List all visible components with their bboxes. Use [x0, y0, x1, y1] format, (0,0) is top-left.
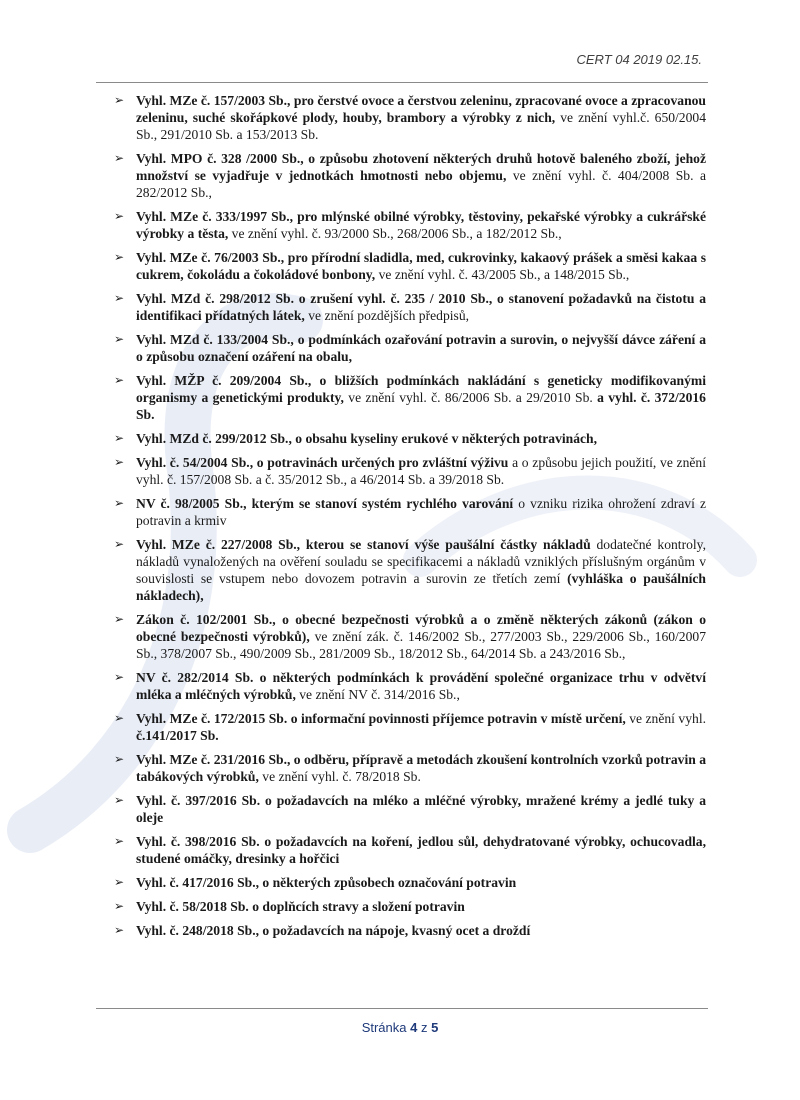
- arrow-bullet-icon: ➢: [114, 151, 125, 165]
- item-title: NV č. 282/2014 Sb. o některých podmínkách k provádění společné organizace trhu v odvětví mléka a mléčných výrobků,: [136, 670, 706, 702]
- arrow-bullet-icon: ➢: [114, 923, 125, 937]
- item-amendments: ve znění vyhl. č. 93/2000 Sb., 268/2006 Sb., a 182/2012 Sb.,: [228, 226, 562, 241]
- item-amendments: ve znění pozdějších předpisů,: [304, 308, 470, 323]
- list-item: [100, 495, 706, 529]
- item-amendments: ve znění vyhl. č. 43/2005 Sb., a 148/2015 Sb.,: [375, 267, 630, 282]
- legislation-list: [100, 92, 706, 946]
- list-item: [100, 208, 706, 242]
- arrow-bullet-icon: ➢: [114, 93, 125, 107]
- item-amendments: ve znění NV č. 314/2016 Sb.,: [295, 687, 460, 702]
- arrow-bullet-icon: ➢: [114, 431, 125, 445]
- arrow-bullet-icon: ➢: [114, 793, 125, 807]
- list-item: [100, 874, 706, 891]
- item-amendments: ve znění zák. č. 146/2002 Sb., 277/2003 Sb., 229/2006 Sb., 160/2007 Sb., 378/2007 Sb., 490/2009 Sb., 281/2009 Sb., 18/2012 Sb., 64/2014 Sb. a 243/2016 Sb.,: [136, 629, 706, 661]
- item-amendments: ve znění vyhl.: [625, 711, 707, 726]
- list-item: [100, 150, 706, 201]
- item-amendments: ve znění vyhl.č. 650/2004 Sb., 291/2010 Sb. a 153/2013 Sb.: [136, 110, 706, 142]
- arrow-bullet-icon: ➢: [114, 455, 125, 469]
- document-code: CERT 04 2019 02.15.: [576, 52, 702, 67]
- list-item: [100, 669, 706, 703]
- arrow-bullet-icon: ➢: [114, 291, 125, 305]
- item-title: Vyhl. MZe č. 172/2015 Sb. o informační povinnosti příjemce potravin v místě určení,: [136, 711, 626, 726]
- header-divider: [96, 82, 708, 83]
- arrow-bullet-icon: ➢: [114, 373, 125, 387]
- item-title: Vyhl. č. 54/2004 Sb., o potravinách určených pro zvláštní výživu: [136, 455, 509, 470]
- item-amendments: o vzniku rizika ohrožení zdraví z potravin a krmiv: [136, 496, 706, 528]
- item-title: Vyhl. MZd č. 298/2012 Sb. o zrušení vyhl. č. 235 / 2010 Sb., o stanovení požadavků na čistotu a identifikaci přídatných látek,: [136, 291, 706, 323]
- arrow-bullet-icon: ➢: [114, 711, 125, 725]
- list-item: [100, 833, 706, 867]
- item-title: Vyhl. MZe č. 227/2008 Sb., kterou se stanoví výše paušální částky nákladů: [136, 537, 591, 552]
- list-item: [100, 430, 706, 447]
- item-title: Vyhl. MPO č. 328 /2000 Sb., o způsobu zhotovení některých druhů hotově baleného zboží, jehož množství se vyjadřuje v jednotkách hmotnosti nebo objemu,: [136, 151, 706, 183]
- arrow-bullet-icon: ➢: [114, 612, 125, 626]
- page-current: 4: [410, 1020, 418, 1035]
- arrow-bullet-icon: ➢: [114, 834, 125, 848]
- page-total: 5: [431, 1020, 439, 1035]
- page-prefix: Stránka: [361, 1020, 411, 1035]
- list-item: [100, 710, 706, 744]
- item-title: Vyhl. MŽP č. 209/2004 Sb., o bližších podmínkách nakládání s geneticky modifikovanými organismy a genetickými produkty,: [136, 373, 706, 405]
- arrow-bullet-icon: ➢: [114, 496, 125, 510]
- item-amendments: ve znění vyhl. č. 86/2006 Sb. a 29/2010 Sb.: [343, 390, 593, 405]
- list-item: [100, 611, 706, 662]
- item-title: Vyhl. MZe č. 157/2003 Sb., pro čerstvé ovoce a čerstvou zeleninu, zpracované ovoce a zpracovanou zeleninu, suché skořápkové plody, houby, brambory a výrobky z nich,: [136, 93, 706, 125]
- arrow-bullet-icon: ➢: [114, 250, 125, 264]
- list-item: [100, 898, 706, 915]
- arrow-bullet-icon: ➢: [114, 209, 125, 223]
- item-amendments: ve znění vyhl. č. 78/2018 Sb.: [258, 769, 421, 784]
- list-item: [100, 751, 706, 785]
- item-title: Vyhl. č. 398/2016 Sb. o požadavcích na koření, jedlou sůl, dehydratované výrobky, ochucovadla, studené omáčky, dresinky a hořčici: [136, 834, 706, 866]
- item-amendments: a o způsobu jejich použití, ve znění vyhl. č. 157/2008 Sb. a č. 35/2012 Sb., a 46/2014 Sb. a 39/2018 Sb.: [136, 455, 706, 487]
- item-title: Vyhl. č. 58/2018 Sb. o doplňcích stravy a složení potravin: [136, 899, 465, 914]
- footer-divider: [96, 1008, 708, 1009]
- page-separator: z: [417, 1020, 432, 1035]
- list-item: [100, 249, 706, 283]
- item-amendments: ve znění vyhl. č. 404/2008 Sb. a 282/2012 Sb.,: [136, 168, 706, 200]
- item-title: Vyhl. MZd č. 299/2012 Sb., o obsahu kyseliny erukové v některých potravinách,: [136, 431, 597, 446]
- arrow-bullet-icon: ➢: [114, 899, 125, 913]
- page-number: [0, 1020, 800, 1035]
- item-title-tail: č.141/2017 Sb.: [136, 728, 219, 743]
- item-amendments: dodatečné kontroly, nákladů vynaložených na ověření souladu se specifikacemi a nákladů vzniklých příslušným orgánům v souvislosti se vstupem nebo dovozem potravin a surovin ze třetích zemí: [136, 537, 706, 586]
- list-item: [100, 454, 706, 488]
- item-title: Zákon č. 102/2001 Sb., o obecné bezpečnosti výrobků a o změně některých zákonů (zákon o obecné bezpečnosti výrobků),: [136, 612, 706, 644]
- list-item: [100, 331, 706, 365]
- item-title: Vyhl. MZe č. 231/2016 Sb., o odběru, přípravě a metodách zkoušení kontrolních vzorků potravin a tabákových výrobků,: [136, 752, 706, 784]
- item-title: Vyhl. č. 397/2016 Sb. o požadavcích na mléko a mléčné výrobky, mražené krémy a jedlé tuky a oleje: [136, 793, 706, 825]
- arrow-bullet-icon: ➢: [114, 670, 125, 684]
- item-title: NV č. 98/2005 Sb., kterým se stanoví systém rychlého varování: [136, 496, 514, 511]
- item-title-tail: (vyhláška o paušálních nákladech),: [136, 571, 706, 603]
- item-title: Vyhl. MZe č. 333/1997 Sb., pro mlýnské obilné výrobky, těstoviny, pekařské výrobky a cukrářské výrobky a těsta,: [136, 209, 706, 241]
- arrow-bullet-icon: ➢: [114, 332, 125, 346]
- arrow-bullet-icon: ➢: [114, 537, 125, 551]
- list-item: [100, 290, 706, 324]
- list-item: [100, 92, 706, 143]
- item-title: Vyhl. č. 417/2016 Sb., o některých způsobech označování potravin: [136, 875, 517, 890]
- item-title: Vyhl. MZd č. 133/2004 Sb., o podmínkách ozařování potravin a surovin, o nejvyšší dávce záření a o způsobu označení ozáření na obalu,: [136, 332, 706, 364]
- list-item: [100, 536, 706, 604]
- item-title: Vyhl. č. 248/2018 Sb., o požadavcích na nápoje, kvasný ocet a droždí: [136, 923, 531, 938]
- item-title-tail: a vyhl. č. 372/2016 Sb.: [136, 390, 706, 422]
- list-item: [100, 922, 706, 939]
- list-item: [100, 372, 706, 423]
- arrow-bullet-icon: ➢: [114, 875, 125, 889]
- list-item: [100, 792, 706, 826]
- arrow-bullet-icon: ➢: [114, 752, 125, 766]
- item-title: Vyhl. MZe č. 76/2003 Sb., pro přírodní sladidla, med, cukrovinky, kakaový prášek a směsi kakaa s cukrem, čokoládu a čokoládové bonbony,: [136, 250, 706, 282]
